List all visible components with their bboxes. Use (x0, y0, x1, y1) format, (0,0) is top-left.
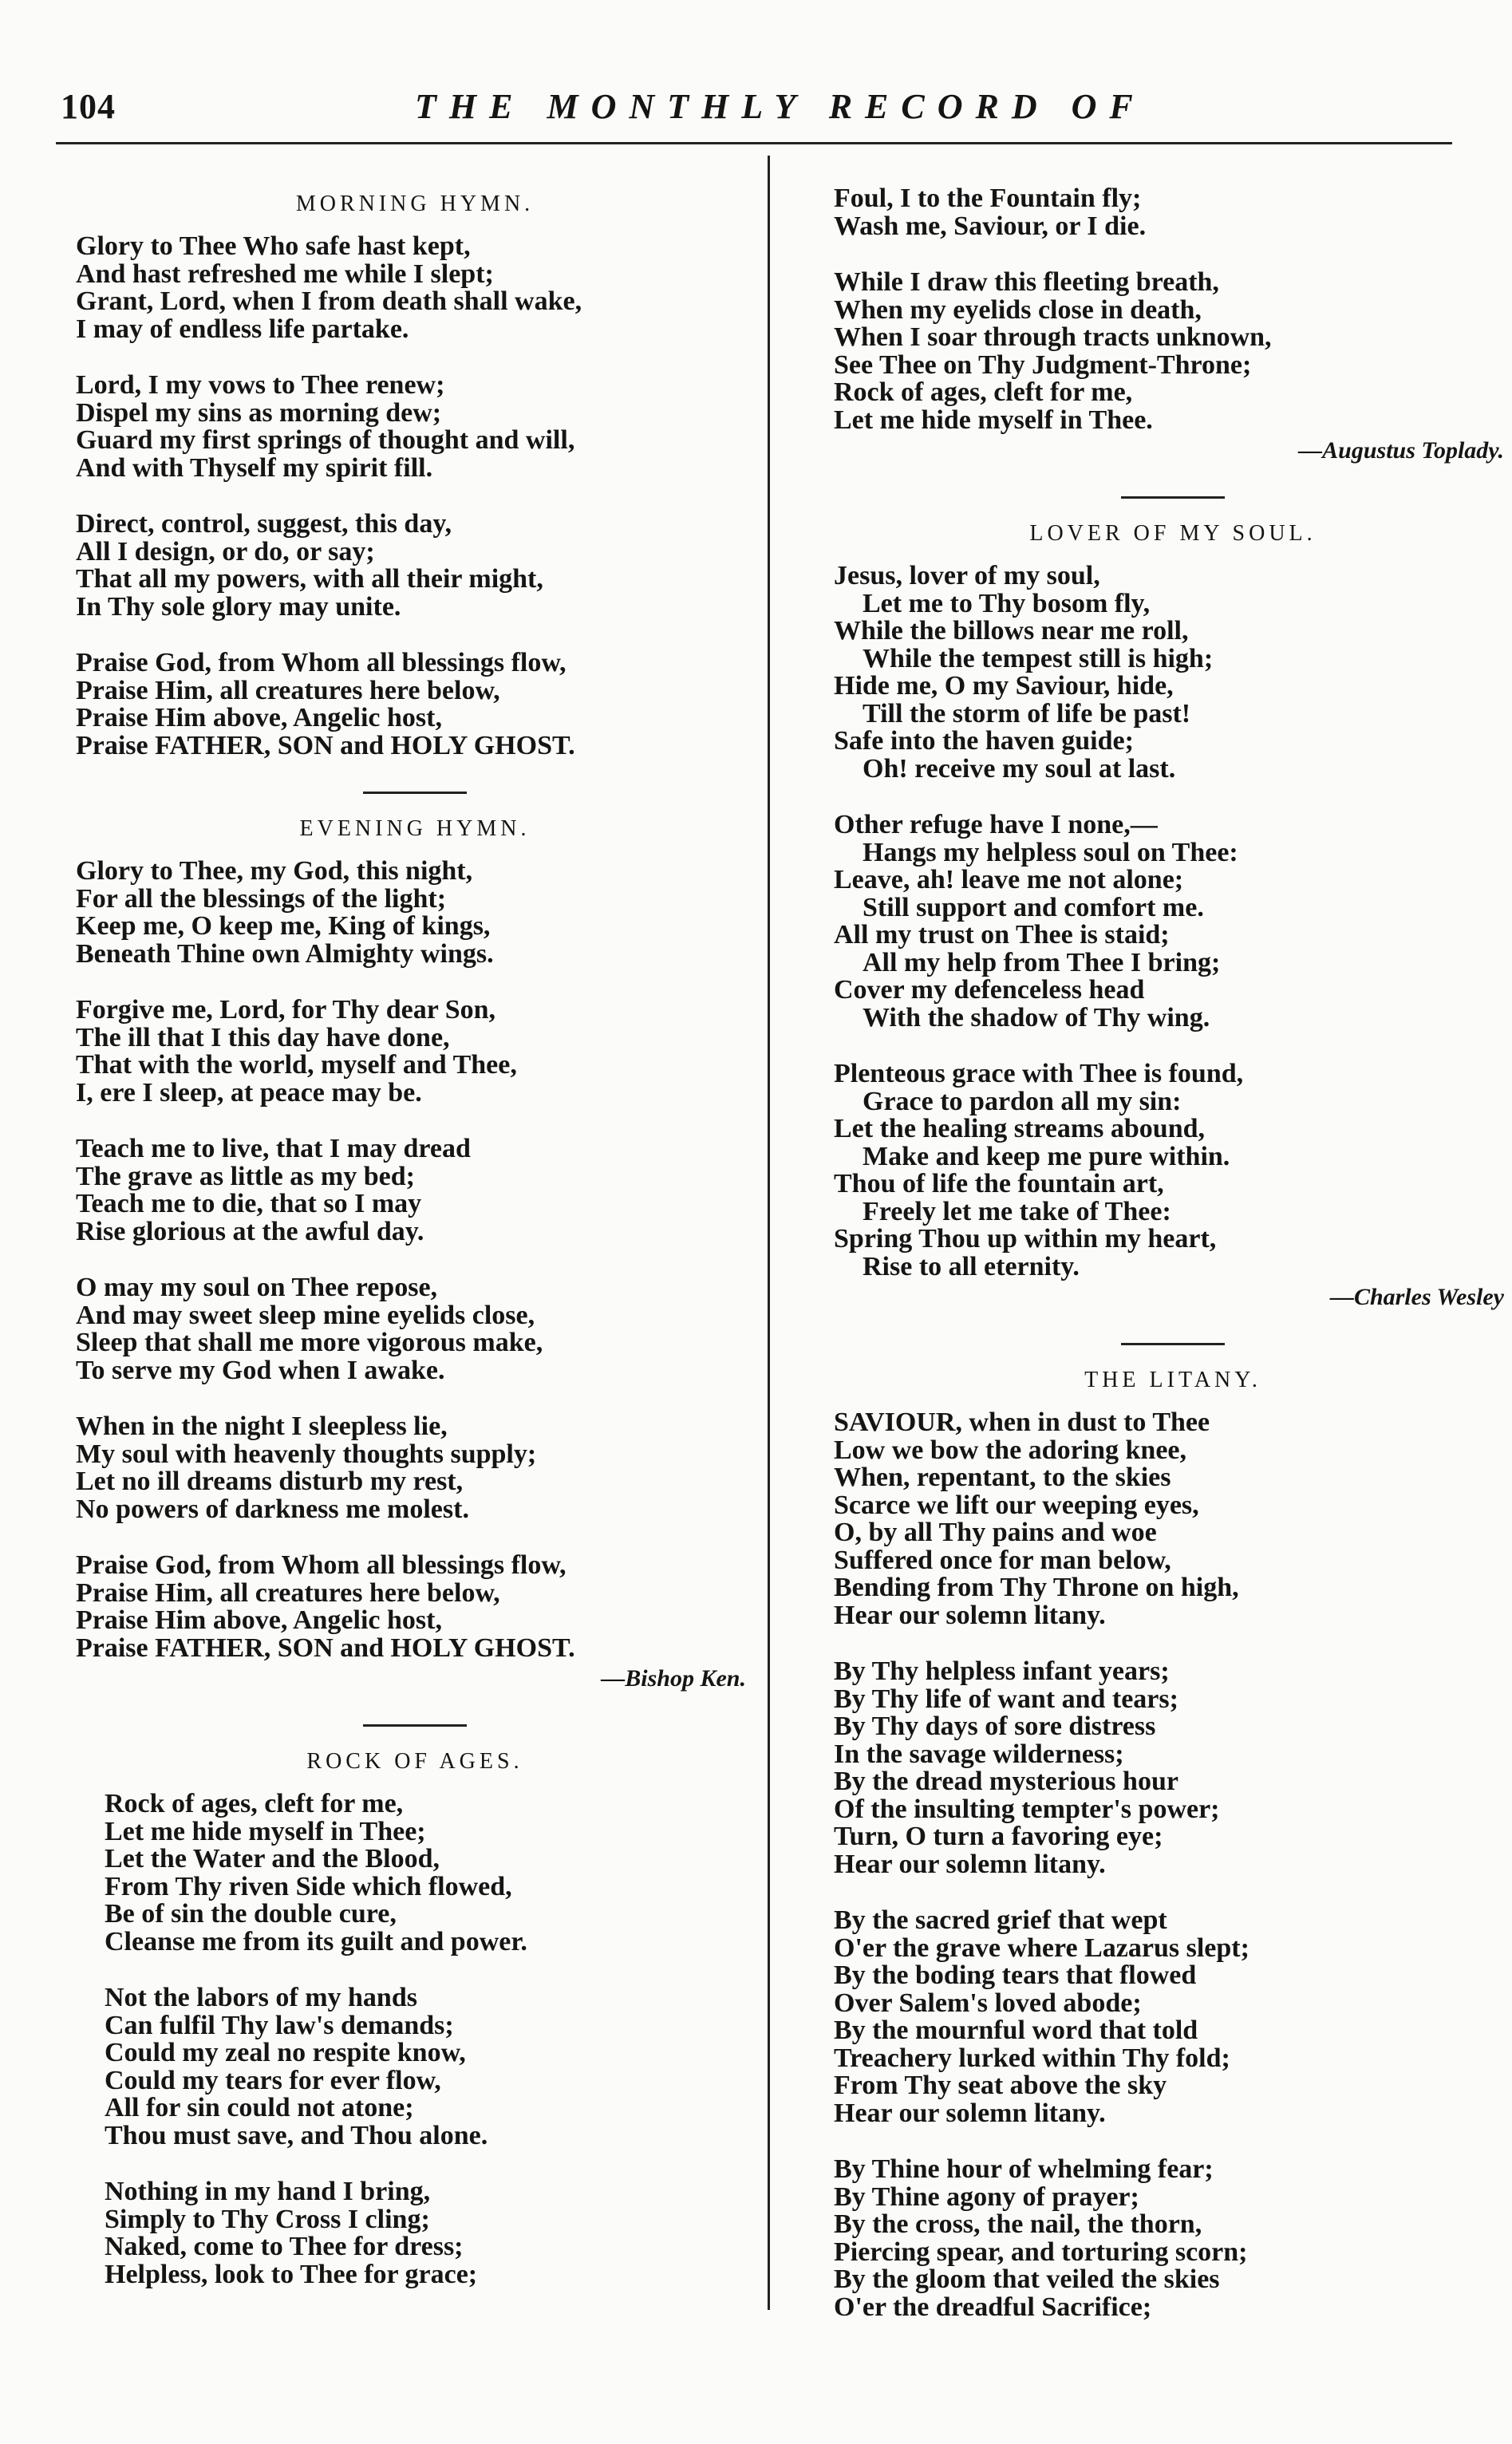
verse-line: Teach me to die, that so I may (76, 1189, 422, 1218)
verse-line: By the dread mysterious hour (834, 1767, 1178, 1796)
right-column (834, 176, 1512, 2353)
stanza (76, 1413, 754, 1523)
stanza (76, 233, 754, 343)
verse-line: Rise to all eternity. (863, 1251, 1080, 1281)
header-rule (56, 142, 1452, 144)
verse-line: Praise Him, all creatures here below, (76, 675, 500, 705)
verse-line: While I draw this fleeting breath, (834, 267, 1219, 297)
verse-line: Praise God, from Whom all blessings flow, (76, 648, 567, 677)
author-attribution: —Augustus Toplady. (1298, 437, 1504, 464)
verse-line: Let me hide myself in Thee; (105, 1816, 426, 1846)
stanza (834, 269, 1512, 434)
verse-line: By the gloom that veiled the skies (834, 2264, 1220, 2294)
stanza (834, 2156, 1512, 2321)
verse-line: That all my powers, with all their might, (76, 564, 543, 594)
verse-line: By the boding tears that flowed (834, 1960, 1197, 1990)
verse-line: Piercing spear, and torturing scorn; (834, 2237, 1248, 2267)
verse-line: All I design, or do, or say; (76, 536, 375, 567)
verse-line: O'er the grave where Lazarus slept; (834, 1933, 1249, 1963)
verse-line: SAVIOUR, when in dust to Thee (834, 1408, 1210, 1437)
verse-line: Keep me, O keep me, King of kings, (76, 911, 491, 941)
verse-line: Spring Thou up within my heart, (834, 1224, 1217, 1254)
verse-line: The ill that I this day have done, (76, 1022, 450, 1052)
verse-line: Safe into the haven guide; (834, 726, 1134, 756)
stanza (76, 997, 754, 1107)
verse-line: Grace to pardon all my sin: (863, 1086, 1182, 1116)
verse-line: I may of endless life partake. (76, 314, 409, 344)
poem-title: LOVER OF MY SOUL. (1029, 521, 1317, 546)
verse-line: Glory to Thee Who safe hast kept, (76, 231, 471, 261)
section-rule (363, 792, 467, 794)
morning-hymn (76, 191, 754, 760)
verse-line: Hide me, O my Saviour, hide, (834, 671, 1174, 701)
stanza (76, 1135, 754, 1246)
verse-line: Be of sin the double cure, (105, 1899, 397, 1929)
verse-line: Lord, I my vows to Thee renew; (76, 370, 445, 400)
verse-line: Till the storm of life be past! (863, 698, 1191, 728)
poem-title: EVENING HYMN. (299, 816, 531, 841)
stanza (834, 1658, 1512, 1878)
verse-line: Scarce we lift our weeping eyes, (834, 1490, 1199, 1520)
stanza (76, 649, 754, 760)
verse-line: Over Salem's loved abode; (834, 1988, 1142, 2018)
verse-line: Plenteous grace with Thee is found, (834, 1059, 1244, 1088)
verse-line: Let no ill dreams disturb my rest, (76, 1467, 464, 1496)
verse-line: Hangs my helpless soul on Thee: (863, 837, 1238, 867)
verse-line: By Thy days of sore distress (834, 1712, 1156, 1741)
verse-line: O may my soul on Thee repose, (76, 1273, 438, 1302)
column-divider (768, 156, 770, 2310)
verse-line: Low we bow the adoring knee, (834, 1435, 1187, 1465)
verse-line: And may sweet sleep mine eyelids close, (76, 1300, 535, 1330)
running-head: THE MONTHLY RECORD OF (415, 87, 1146, 126)
poem-title: ROCK OF AGES. (306, 1749, 523, 1774)
verse-line: Direct, control, suggest, this day, (76, 509, 452, 539)
verse-line: I, ere I sleep, at peace may be. (76, 1077, 422, 1107)
verse-line: Grant, Lord, when I from death shall wake, (76, 286, 582, 316)
author-attribution: —Bishop Ken. (601, 1665, 746, 1692)
verse-line: Sleep that shall me more vigorous make, (76, 1328, 543, 1357)
verse-line: Treachery lurked within Thy fold; (834, 2043, 1230, 2073)
verse-line: Naked, come to Thee for dress; (105, 2232, 464, 2261)
verse-line: Hear our solemn litany. (834, 1600, 1106, 1630)
page-number: 104 (61, 87, 116, 126)
poem-title: THE LITANY. (1084, 1368, 1261, 1392)
verse-line: To serve my God when I awake. (76, 1355, 445, 1385)
verse-line: Let me hide myself in Thee. (834, 405, 1153, 435)
verse-line: Turn, O turn a favoring eye; (834, 1822, 1163, 1851)
verse-line: With the shadow of Thy wing. (863, 1002, 1210, 1032)
verse-line: Teach me to live, that I may dread (76, 1134, 471, 1163)
verse-line: Can fulfil Thy law's demands; (105, 2010, 454, 2040)
verse-line: Let me to Thy bosom fly, (863, 588, 1151, 618)
verse-line: Cleanse me from its guilt and power. (105, 1926, 527, 1956)
verse-line: Praise FATHER, SON and HOLY GHOST. (76, 730, 575, 760)
verse-line: Cover my defenceless head (834, 975, 1145, 1005)
verse-line: By Thy helpless infant years; (834, 1656, 1170, 1686)
verse-line: No powers of darkness me molest. (76, 1494, 469, 1524)
verse-line: Leave, ah! leave me not alone; (834, 865, 1184, 894)
rock-of-ages (76, 1749, 754, 2288)
verse-line: Other refuge have I none,— (834, 810, 1158, 839)
verse-line: Not the labors of my hands (105, 1983, 417, 2012)
stanza (834, 1409, 1512, 1629)
verse-line: When I soar through tracts unknown, (834, 322, 1272, 352)
verse-line: Simply to Thy Cross I cling; (105, 2204, 430, 2234)
verse-line: In the savage wilderness; (834, 1739, 1124, 1769)
poem-title: MORNING HYMN. (295, 191, 535, 216)
verse-line: Rock of ages, cleft for me, (834, 377, 1133, 407)
stanza (834, 185, 1512, 240)
stanza (834, 563, 1512, 783)
verse-line: Suffered once for man below, (834, 1545, 1171, 1575)
verse-line: Of the insulting tempter's power; (834, 1794, 1220, 1824)
verse-line: Dispel my sins as morning dew; (76, 397, 442, 428)
stanza (834, 1060, 1512, 1281)
section-rule (363, 1724, 467, 1727)
verse-line: All my help from Thee I bring; (863, 947, 1221, 977)
verse-line: Praise God, from Whom all blessings flow, (76, 1550, 567, 1580)
verse-line: Wash me, Saviour, or I die. (834, 211, 1147, 241)
verse-line: Forgive me, Lord, for Thy dear Son, (76, 995, 496, 1025)
verse-line: From Thy riven Side which flowed, (105, 1871, 512, 1901)
stanza (76, 1791, 754, 1956)
verse-line: From Thy seat above the sky (834, 2071, 1167, 2100)
verse-line: By the cross, the nail, the thorn, (834, 2209, 1202, 2239)
verse-line: Still support and comfort me. (863, 892, 1204, 922)
verse-line: Oh! receive my soul at last. (863, 753, 1176, 784)
verse-line: By Thine hour of whelming fear; (834, 2154, 1214, 2184)
verse-line: All my trust on Thee is staid; (834, 920, 1170, 950)
stanza (76, 1552, 754, 1662)
verse-line: When in the night I sleepless lie, (76, 1412, 448, 1441)
the-litany (834, 1368, 1512, 2321)
verse-line: For all the blessings of the light; (76, 883, 447, 914)
verse-line: Let the healing streams abound, (834, 1114, 1206, 1143)
verse-line: Rock of ages, cleft for me, (105, 1789, 404, 1818)
left-column (76, 176, 754, 2320)
verse-line: Praise Him, all creatures here below, (76, 1577, 500, 1608)
verse-line: When my eyelids close in death, (834, 294, 1202, 325)
verse-line: Hear our solemn litany. (834, 1849, 1106, 1879)
stanza (76, 2178, 754, 2288)
verse-line: Hear our solemn litany. (834, 2098, 1106, 2128)
verse-line: Praise Him above, Angelic host, (76, 703, 442, 732)
verse-line: Guard my first springs of thought and will, (76, 425, 575, 455)
stanza (834, 1907, 1512, 2127)
verse-line: All for sin could not atone; (105, 2093, 414, 2122)
lover-of-my-soul (834, 521, 1512, 1311)
verse-line: Foul, I to the Fountain fly; (834, 184, 1142, 213)
verse-line: Freely let me take of Thee: (863, 1196, 1171, 1226)
verse-line: By Thy life of want and tears; (834, 1684, 1178, 1714)
verse-line: O, by all Thy pains and woe (834, 1518, 1157, 1547)
section-rule (1121, 496, 1225, 499)
verse-line: Jesus, lover of my soul, (834, 561, 1100, 590)
verse-line: That with the world, myself and Thee, (76, 1050, 517, 1080)
verse-line: The grave as little as my bed; (76, 1161, 415, 1191)
verse-line: O'er the dreadful Sacrifice; (834, 2292, 1152, 2322)
verse-line: Nothing in my hand I bring, (105, 2177, 431, 2206)
author-attribution: —Charles Wesley (1329, 1284, 1504, 1310)
section-rule (1121, 1343, 1225, 1345)
verse-line: Make and keep me pure within. (863, 1141, 1230, 1171)
verse-line: While the tempest still is high; (863, 643, 1214, 673)
verse-line: Bending from Thy Throne on high, (834, 1573, 1239, 1602)
evening-hymn (76, 816, 754, 1692)
verse-line: When, repentant, to the skies (834, 1463, 1171, 1492)
verse-line: Glory to Thee, my God, this night, (76, 856, 473, 886)
verse-line: And hast refreshed me while I slept; (76, 259, 494, 289)
stanza (76, 1984, 754, 2150)
verse-line: In Thy sole glory may unite. (76, 591, 401, 622)
verse-line: Thou must save, and Thou alone. (105, 2120, 488, 2150)
verse-line: Beneath Thine own Almighty wings. (76, 938, 494, 969)
verse-line: While the billows near me roll, (834, 616, 1189, 646)
verse-line: Thou of life the fountain art, (834, 1169, 1164, 1198)
verse-line: By the sacred grief that wept (834, 1905, 1167, 1935)
stanza (76, 1274, 754, 1384)
verse-line: Praise FATHER, SON and HOLY GHOST. (76, 1633, 575, 1663)
verse-line: Helpless, look to Thee for grace; (105, 2259, 478, 2289)
verse-line: By Thine agony of prayer; (834, 2181, 1139, 2212)
verse-line: By the mournful word that told (834, 2016, 1198, 2045)
verse-line: And with Thyself my spirit fill. (76, 452, 433, 483)
verse-line: Let the Water and the Blood, (105, 1844, 440, 1873)
verse-line: See Thee on Thy Judgment-Throne; (834, 349, 1252, 380)
rock-of-ages-continued (834, 185, 1512, 464)
verse-line: Could my zeal no respite know, (105, 2038, 466, 2067)
stanza (76, 858, 754, 968)
verse-line: Praise Him above, Angelic host, (76, 1605, 442, 1635)
stanza (834, 811, 1512, 1032)
verse-line: Could my tears for ever flow, (105, 2065, 441, 2095)
stanza (76, 372, 754, 482)
verse-line: Rise glorious at the awful day. (76, 1216, 424, 1246)
stanza (76, 511, 754, 621)
verse-line: My soul with heavenly thoughts supply; (76, 1439, 537, 1469)
